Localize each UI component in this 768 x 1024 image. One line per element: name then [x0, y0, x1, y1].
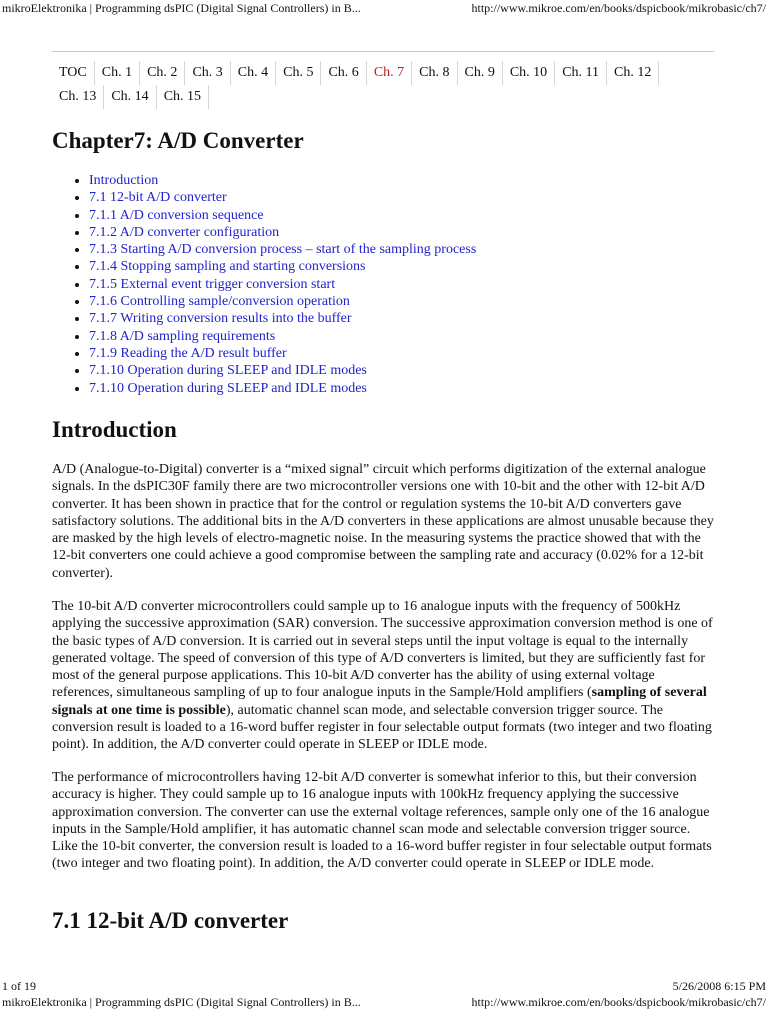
nav-ch15-link[interactable]: Ch. 15: [157, 85, 209, 109]
print-footer-url: http://www.mikroe.com/en/books/dspicbook/mikrobasic/ch7/: [471, 995, 766, 1009]
paragraph-2-bold-phrase: sampling of several signals at one time is possible: [52, 685, 707, 718]
top-divider: [52, 51, 714, 52]
contents-item: [89, 380, 476, 397]
contents-link-7-1-7[interactable]: 7.1.7 Writing conversion results into the buffer: [89, 311, 352, 327]
contents-item: [89, 224, 476, 241]
contents-link-7-1-2[interactable]: 7.1.2 A/D converter configuration: [89, 224, 280, 240]
contents-link-7-1-10-b[interactable]: 7.1.10 Operation during SLEEP and IDLE modes: [89, 380, 367, 396]
contents-item: [89, 362, 476, 379]
chapter-navigation: [52, 61, 714, 109]
chapter-navigation-row-1: [52, 61, 714, 85]
contents-link-7-1-3[interactable]: 7.1.3 Starting A/D conversion process – start of the sampling process: [89, 242, 477, 258]
introduction-paragraph-1: A/D (Analogue-to-Digital) converter is a “mixed signal” circuit which performs digitization of the external analogue signals. In the dsPIC30F family there are two microcontroller versions one with 10-bit and the other with 12-bit A/D converter. It has been shown in practice that for the control or regulation systems the 10-bit A/D converters gave satisfactory solutions. The additional bits in the A/D converters in these applications are almost unusable because they are masked by the high levels of electro-magnetic noise. In the measuring systems the practice showed that with the 12-bit converters one could achieve a good compromise between the sampling rate and accuracy (0.02% for a 12-bit converter).: [52, 462, 714, 581]
nav-ch1-link[interactable]: Ch. 1: [95, 61, 140, 85]
introduction-paragraph-3: The performance of microcontrollers having 12-bit A/D converter is somewhat inferior to this, but their conversion accuracy is higher. They could sample up to 16 analogue inputs with 100kHz frequency applying the successive approximation conversion. The converter can use the external voltage references, sample only one of the 16 analogue inputs in the Sample/Hold amplifier, it has automatic channel scan mode and selectable conversion trigger source. Like the 10-bit converter, the conversion result is loaded to a 16-word buffer register in four selectable output formats (two integer and two floating point). In addition, the A/D converter could operate in SLEEP or IDLE mode.: [52, 770, 712, 872]
contents-link-7-1-10-a[interactable]: 7.1.10 Operation during SLEEP and IDLE modes: [89, 363, 367, 379]
contents-item: [89, 241, 476, 258]
contents-item: [89, 258, 476, 275]
paragraph-2-text-start: The 10-bit A/D converter microcontrollers could sample up to 16 analogue inputs with the frequency of 500kHz applying the successive approximation (SAR) conversion. The successive approximation conversion method is one of the basic types of A/D conversion. It is carried out in several steps until the input voltage is equal to the internally generated voltage. The speed of conversion of this type of A/D converters is limited, but they are sufficiently fast for most of the general purpose applications. This 10-bit A/D converter has the ability of using external voltage references, simultaneous sampling of up to four analogue inputs in the Sample/Hold amplifiers (: [52, 599, 713, 701]
nav-ch3-link[interactable]: Ch. 3: [185, 61, 230, 85]
contents-link-7-1-4[interactable]: 7.1.4 Stopping sampling and starting conversions: [89, 259, 366, 275]
chapter-navigation-row-2: [52, 85, 714, 109]
nav-ch7-link-current[interactable]: Ch. 7: [367, 61, 412, 85]
nav-ch8-link[interactable]: Ch. 8: [412, 61, 457, 85]
introduction-heading: Introduction: [52, 417, 177, 442]
print-header-url: http://www.mikroe.com/en/books/dspicbook/mikrobasic/ch7/: [471, 1, 766, 15]
contents-item: [89, 310, 476, 327]
contents-link-7-1-5[interactable]: 7.1.5 External event trigger conversion start: [89, 276, 336, 292]
print-footer-page-number: 1 of 19: [2, 979, 36, 993]
nav-ch9-link[interactable]: Ch. 9: [458, 61, 503, 85]
contents-item: [89, 276, 476, 293]
contents-link-7-1-1[interactable]: 7.1.1 A/D conversion sequence: [89, 207, 264, 223]
contents-link-7-1-8[interactable]: 7.1.8 A/D sampling requirements: [89, 328, 276, 344]
contents-link-introduction[interactable]: Introduction: [89, 173, 159, 188]
contents-item: [89, 345, 476, 362]
contents-link-7-1-9[interactable]: 7.1.9 Reading the A/D result buffer: [89, 345, 287, 361]
chapter-title: Chapter7: A/D Converter: [52, 128, 304, 153]
nav-ch10-link[interactable]: Ch. 10: [503, 61, 555, 85]
nav-ch14-link[interactable]: Ch. 14: [104, 85, 156, 109]
nav-ch5-link[interactable]: Ch. 5: [276, 61, 321, 85]
contents-item: [89, 207, 476, 224]
nav-ch2-link[interactable]: Ch. 2: [140, 61, 185, 85]
nav-ch4-link[interactable]: Ch. 4: [231, 61, 276, 85]
print-header-title: mikroElektronika | Programming dsPIC (Digital Signal Controllers) in B...: [2, 1, 361, 15]
nav-ch6-link[interactable]: Ch. 6: [321, 61, 366, 85]
chapter-contents-list: [52, 172, 476, 397]
contents-link-7-1-6[interactable]: 7.1.6 Controlling sample/conversion operation: [89, 294, 350, 310]
nav-ch12-link[interactable]: Ch. 12: [607, 61, 659, 85]
nav-ch13-link[interactable]: Ch. 13: [52, 85, 104, 109]
print-footer-title: mikroElektronika | Programming dsPIC (Digital Signal Controllers) in B...: [2, 995, 361, 1009]
contents-item: [89, 189, 476, 206]
contents-item: [89, 172, 476, 189]
contents-item: [89, 328, 476, 345]
nav-toc-link[interactable]: TOC: [52, 61, 95, 85]
nav-ch11-link[interactable]: Ch. 11: [555, 61, 607, 85]
contents-item: [89, 293, 476, 310]
paragraph-2-text-end: ), automatic channel scan mode, and selectable conversion trigger source. The conversion result is loaded to a 16-word buffer register in four selectable output formats (two integer and two floating point). In addition, the A/D converter could operate in SLEEP or IDLE mode.: [52, 702, 712, 753]
contents-link-7-1[interactable]: 7.1 12-bit A/D converter: [89, 190, 227, 206]
introduction-paragraph-2: [52, 598, 716, 754]
print-footer-datetime: 5/26/2008 6:15 PM: [672, 979, 766, 993]
section-7-1-heading: 7.1 12-bit A/D converter: [52, 908, 289, 933]
